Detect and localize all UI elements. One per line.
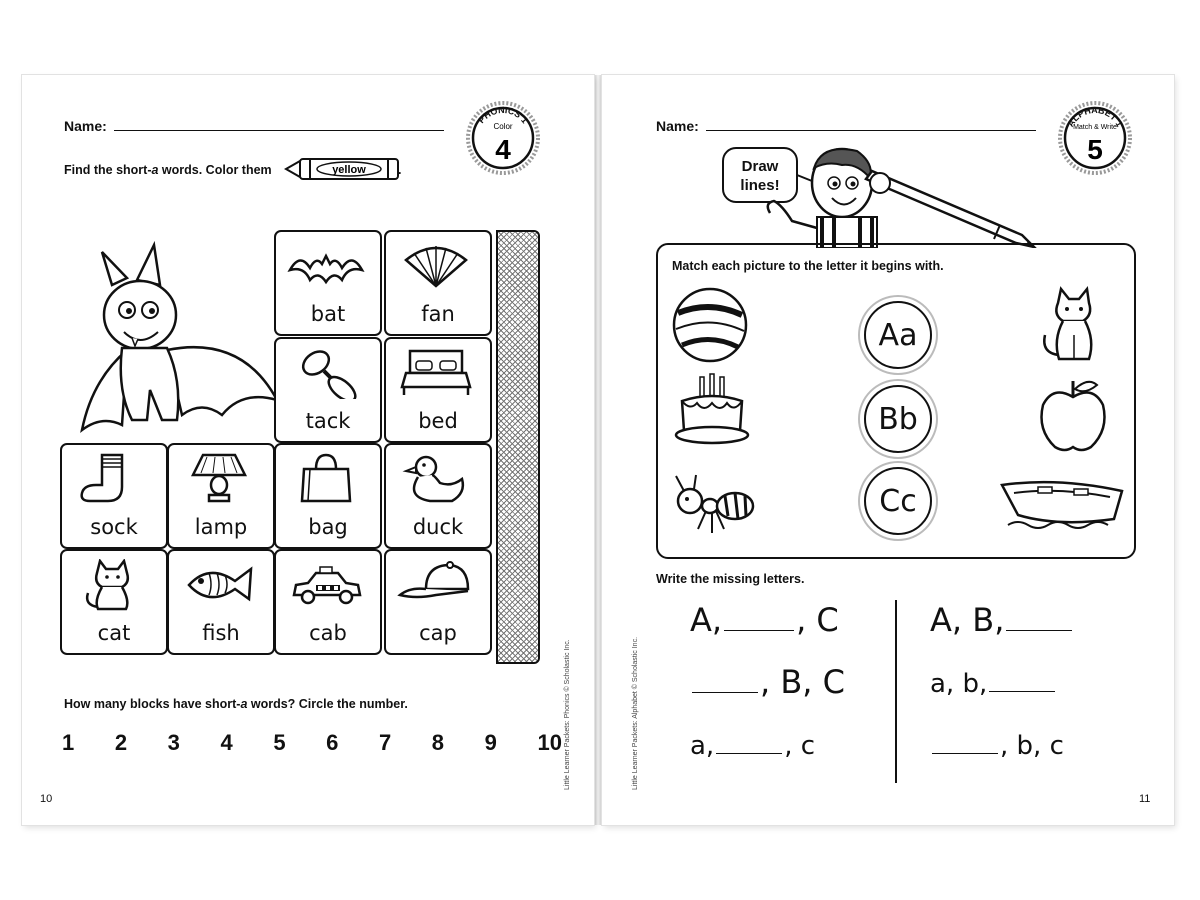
letter-circle-a[interactable]: Aa bbox=[864, 301, 932, 369]
missing-letter-blank[interactable] bbox=[1006, 630, 1072, 631]
page-number: 10 bbox=[40, 793, 53, 805]
word-block-sock[interactable] bbox=[60, 443, 168, 549]
word-block-bat[interactable] bbox=[274, 230, 382, 336]
matching-box bbox=[656, 243, 1136, 559]
number-choice[interactable]: 2 bbox=[114, 730, 128, 755]
block-word: bag bbox=[308, 515, 348, 539]
block-word: cat bbox=[97, 621, 131, 645]
alphabet-badge bbox=[1058, 101, 1132, 175]
boy-with-pencil-illustration bbox=[762, 143, 1052, 248]
sock-icon bbox=[72, 453, 152, 505]
missing-letter-blank[interactable] bbox=[989, 691, 1055, 692]
block-word: tack bbox=[305, 409, 351, 433]
name-label: Name: bbox=[656, 118, 699, 134]
letter-circle-b[interactable]: Bb bbox=[864, 385, 932, 453]
number-choice[interactable]: 9 bbox=[484, 730, 497, 755]
name-label: Name: bbox=[64, 118, 107, 134]
word-block-bag[interactable] bbox=[274, 443, 382, 549]
badge-number: 4 bbox=[495, 134, 511, 165]
cat-icon bbox=[72, 559, 152, 611]
apple-icon[interactable] bbox=[1033, 375, 1113, 455]
cat-icon[interactable] bbox=[1033, 285, 1113, 365]
badge-title: ALPHABET 1 bbox=[1065, 104, 1125, 129]
number-choice[interactable]: 6 bbox=[326, 730, 339, 755]
name-field[interactable] bbox=[114, 130, 444, 131]
yellow-crayon-icon bbox=[284, 155, 402, 183]
block-word: cap bbox=[419, 621, 457, 645]
word-block-fan[interactable] bbox=[384, 230, 492, 336]
block-word: sock bbox=[90, 515, 138, 539]
missing-letter-blank[interactable] bbox=[932, 753, 998, 754]
column-divider bbox=[895, 600, 897, 783]
cap-icon bbox=[396, 559, 476, 611]
cake-icon[interactable] bbox=[672, 369, 752, 449]
block-word: fan bbox=[421, 302, 455, 326]
block-word: duck bbox=[412, 515, 464, 539]
footer-credit: Little Learner Packets: Phonics © Scholastic Inc. bbox=[564, 639, 571, 790]
badge-title: PHONICS 1 bbox=[476, 104, 531, 126]
bag-icon bbox=[286, 453, 366, 505]
badge-subtitle: Match & Write bbox=[1073, 124, 1117, 131]
block-word: cab bbox=[309, 621, 347, 645]
number-choice[interactable]: 1 bbox=[62, 730, 75, 755]
book-spine bbox=[594, 75, 602, 825]
badge-number: 5 bbox=[1087, 134, 1103, 165]
right-page bbox=[602, 75, 1174, 825]
write-instruction: Write the missing letters. bbox=[656, 572, 805, 586]
missing-letter-blank[interactable] bbox=[716, 753, 782, 754]
bat-icon bbox=[286, 240, 366, 292]
number-choices bbox=[62, 730, 562, 756]
sequence-row: , b, c bbox=[930, 731, 1064, 761]
match-instruction: Match each picture to the letter it begins with. bbox=[672, 259, 944, 273]
cab-icon bbox=[286, 559, 366, 611]
boat-icon[interactable] bbox=[998, 475, 1128, 535]
bed-icon bbox=[396, 347, 476, 399]
number-choice[interactable]: 8 bbox=[431, 730, 445, 755]
number-choice[interactable]: 7 bbox=[378, 730, 392, 755]
lamp-icon bbox=[179, 453, 259, 505]
crayon-label: yellow bbox=[332, 164, 366, 176]
duck-icon bbox=[396, 453, 476, 505]
number-choice[interactable]: 4 bbox=[220, 730, 233, 755]
instruction: Find the short-a words. Color them bbox=[64, 163, 272, 177]
ant-icon[interactable] bbox=[670, 471, 758, 541]
sequence-row: A, , C bbox=[690, 601, 839, 639]
footer-credit: Little Learner Packets: Alphabet © Scholastic Inc. bbox=[632, 636, 639, 790]
sequence-row: a, , c bbox=[690, 731, 816, 761]
missing-letter-blank[interactable] bbox=[724, 630, 794, 631]
left-page: Name: PHONICS 1 Color 4 Find the short-a words. Color them yellow . bat fan tack bed sock lamp bag duck cat fish cab cap How many blocks have short-a words? Circle the number. 1 2 3 4 5 6 7 8 9 10 10 Little Learner Packets: Phonics © Scholastic Inc. bbox=[22, 75, 594, 825]
count-question: How many blocks have short-a words? Circle the number. bbox=[64, 697, 408, 711]
word-block-cap[interactable] bbox=[384, 549, 492, 655]
fan-icon bbox=[396, 240, 476, 292]
word-block-duck[interactable] bbox=[384, 443, 492, 549]
number-choice[interactable]: 3 bbox=[167, 730, 180, 755]
badge-subtitle: Color bbox=[493, 122, 513, 131]
block-shading bbox=[496, 230, 540, 664]
tack-icon bbox=[286, 347, 366, 399]
word-block-cat[interactable] bbox=[60, 549, 168, 655]
number-choice[interactable]: 10 bbox=[537, 730, 562, 755]
block-word: lamp bbox=[194, 515, 248, 539]
name-field[interactable] bbox=[706, 130, 1036, 131]
sequence-row: a, b, bbox=[930, 669, 1057, 699]
sequence-row: A, B, bbox=[930, 601, 1074, 639]
phonics-badge bbox=[466, 101, 540, 175]
bat-character-illustration bbox=[72, 240, 282, 450]
sequence-row: , B, C bbox=[690, 663, 845, 701]
missing-letter-blank[interactable] bbox=[692, 692, 758, 693]
word-block-tack[interactable] bbox=[274, 337, 382, 443]
word-block-bed[interactable] bbox=[384, 337, 492, 443]
letter-circle-c[interactable]: Cc bbox=[864, 467, 932, 535]
word-block-lamp[interactable] bbox=[167, 443, 275, 549]
word-block-fish[interactable] bbox=[167, 549, 275, 655]
block-word: fish bbox=[202, 621, 240, 645]
ball-icon[interactable] bbox=[670, 285, 750, 365]
page-number: 11 bbox=[1139, 793, 1151, 805]
number-choice[interactable]: 5 bbox=[273, 730, 286, 755]
fish-icon bbox=[179, 559, 259, 611]
word-block-cab[interactable] bbox=[274, 549, 382, 655]
block-word: bat bbox=[310, 302, 346, 326]
speech-bubble: Draw lines! bbox=[722, 147, 798, 203]
block-word: bed bbox=[418, 409, 458, 433]
